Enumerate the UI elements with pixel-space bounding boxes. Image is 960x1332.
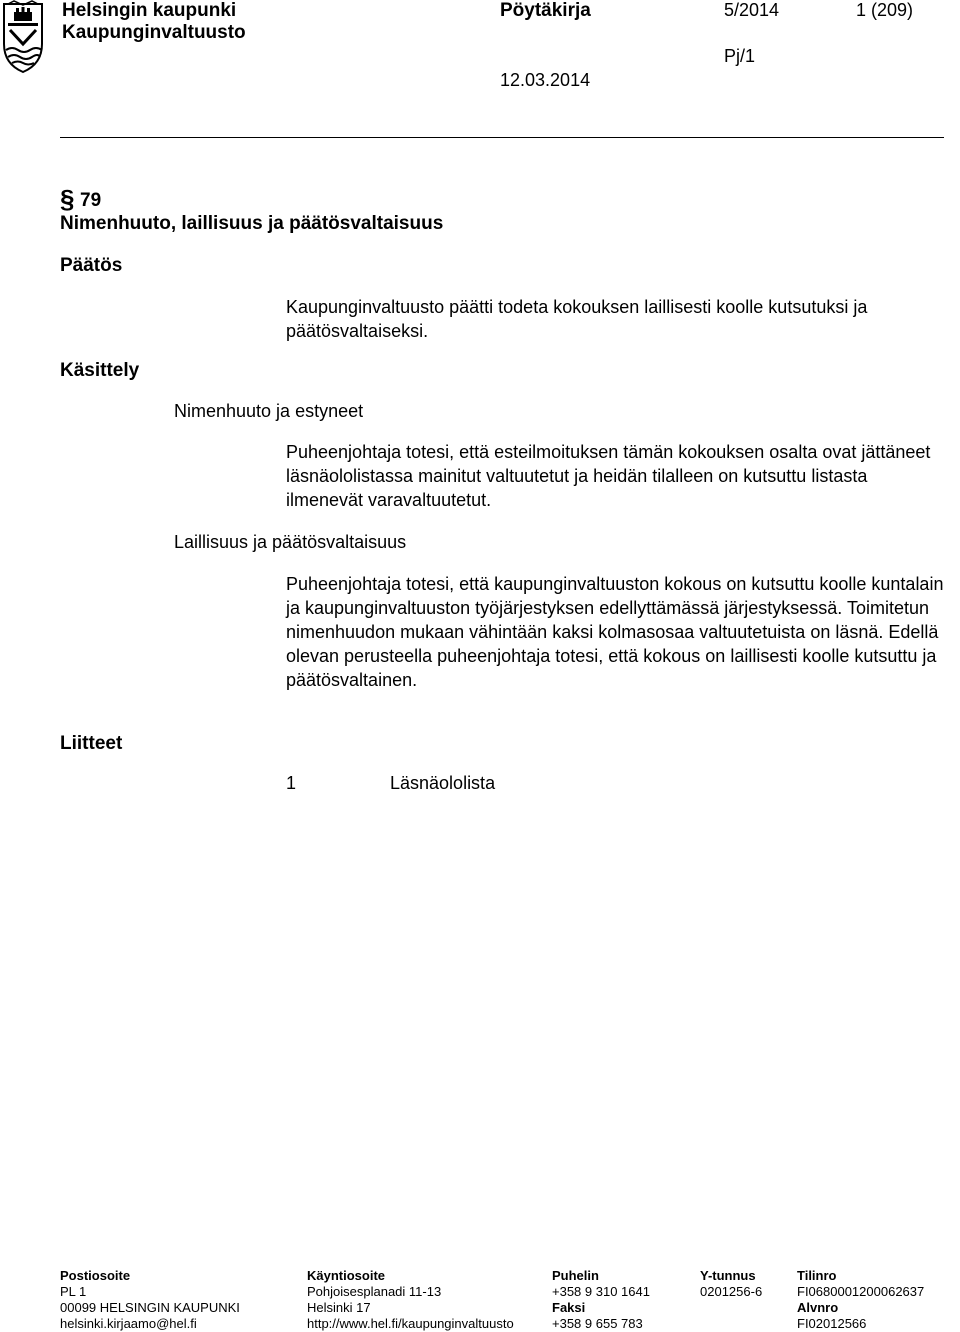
decision-label: Päätös	[60, 255, 123, 276]
roll-call-text: Puheenjohtaja totesi, että esteilmoituksen tämän kokouksen osalta ovat jättäneet läsnäololistassa mainitut valtuutetut ja heidän tilalleen on kutsuttu listasta ilmenevät varavaltuutetut.	[286, 442, 931, 510]
attachments-label: Liitteet	[60, 733, 123, 754]
roll-call-heading: Nimenhuuto ja estyneet	[174, 401, 364, 421]
footer-business-id-title: Y-tunnus	[700, 1268, 756, 1283]
decision-text: Kaupunginvaltuusto päätti todeta kokouksen laillisesti koolle kutsutuksi ja päätösvaltaiseksi.	[286, 297, 868, 341]
attachment-number: 1	[286, 773, 297, 793]
section-title: Nimenhuuto, laillisuus ja päätösvaltaisuus	[60, 213, 444, 234]
document-type: Pöytäkirja	[500, 0, 591, 21]
footer-postal-city: 00099 HELSINGIN KAUPUNKI	[60, 1300, 240, 1315]
item-reference: Pj/1	[724, 46, 756, 66]
footer-visiting-street: Pohjoisesplanadi 11-13	[307, 1284, 442, 1299]
footer-business-id: 0201256-6	[700, 1284, 763, 1299]
coat-of-arms-icon	[0, 0, 46, 74]
footer-vat-number: FI02012566	[797, 1316, 867, 1331]
footer-visiting-title: Käyntiosoite	[307, 1268, 386, 1283]
handling-label: Käsittely	[60, 360, 140, 381]
committee-name: Kaupunginvaltuusto	[62, 22, 246, 43]
org-name: Helsingin kaupunki	[62, 0, 237, 21]
footer-vat-title: Alvnro	[797, 1300, 839, 1315]
meeting-date: 12.03.2014	[500, 70, 591, 90]
legality-text: Puheenjohtaja totesi, että kaupunginvaltuuston kokous on kutsuttu koolle kuntalain ja kaupunginvaltuuston työjärjestyksen edellyttämässä järjestyksessä. Toimitetun nimenhuudon mukaan vähintään kaksi kolmasosaa valtuutetuista on läsnä. Edellä olevan perusteella puheenjohtaja totesi, että kokous on laillisesti koolle kutsuttu ja päätösvaltainen.	[286, 574, 944, 690]
document-number: 5/2014	[724, 0, 780, 20]
footer-fax: +358 9 655 783	[552, 1316, 643, 1331]
footer-postal-title: Postiosoite	[60, 1268, 131, 1283]
footer-phone: +358 9 310 1641	[552, 1284, 650, 1299]
footer-postal-box: PL 1	[60, 1284, 87, 1299]
section-number: 79	[80, 190, 102, 211]
footer-visiting-city: Helsinki 17	[307, 1300, 371, 1315]
footer-account-title: Tilinro	[797, 1268, 837, 1283]
header-divider	[60, 137, 944, 138]
footer-account-number: FI0680001200062637	[797, 1284, 925, 1299]
legality-heading: Laillisuus ja päätösvaltaisuus	[174, 532, 407, 552]
footer-fax-title: Faksi	[552, 1300, 586, 1315]
footer-email-link[interactable]: helsinki.kirjaamo@hel.fi	[60, 1316, 197, 1331]
attachment-link[interactable]: Läsnäololista	[390, 773, 496, 793]
footer-website-link[interactable]: http://www.hel.fi/kaupunginvaltuusto	[307, 1316, 514, 1331]
footer-phone-title: Puhelin	[552, 1268, 599, 1283]
section-sign: §	[60, 184, 75, 214]
page-number: 1 (209)	[856, 0, 914, 20]
